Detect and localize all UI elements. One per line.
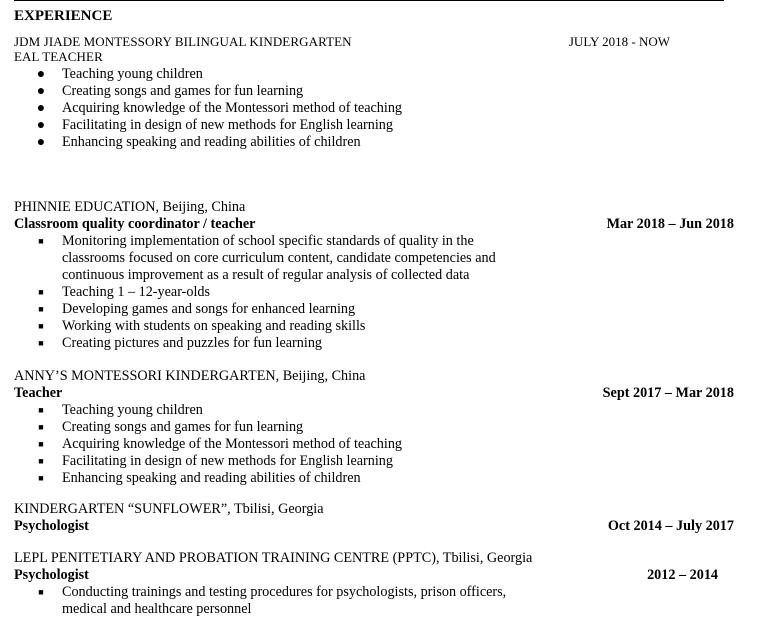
square-bullet-icon: ■: [38, 439, 44, 449]
experience-entry: [14, 501, 734, 535]
entry-role: Teacher: [14, 385, 63, 401]
square-bullet-icon: ■: [38, 287, 44, 297]
list-item-text: Acquiring knowledge of the Montessori method of teaching: [62, 100, 403, 116]
bullet-list: [14, 233, 734, 352]
square-bullet-icon: ■: [38, 456, 44, 466]
list-item-text: Working with students on speaking and reading skills: [62, 318, 366, 334]
list-item: [14, 66, 522, 83]
list-item-text: Teaching young children: [62, 402, 203, 418]
list-item-text: Conducting trainings and testing procedures for psychologists, prison officers, medical and healthcare personnel: [62, 584, 507, 617]
list-item: [14, 402, 522, 419]
disc-bullet-icon: ●: [36, 84, 46, 99]
list-item: [14, 233, 522, 284]
list-item: [14, 335, 522, 352]
list-item: [14, 134, 522, 151]
entry-organization: KINDERGARTEN “SUNFLOWER”, Tbilisi, Georgia: [14, 501, 324, 517]
list-item-text: Teaching 1 – 12-year-olds: [62, 284, 211, 300]
list-item-text: Creating songs and games for fun learning: [62, 419, 304, 435]
entry-organization: PHINNIE EDUCATION, Beijing, China: [14, 199, 246, 215]
disc-bullet-icon: ●: [36, 101, 46, 116]
entry-role: EAL TEACHER: [14, 49, 103, 64]
entry-dates: 2012 – 2014: [647, 567, 718, 583]
list-item-text: Enhancing speaking and reading abilities of children: [62, 470, 361, 486]
entry-dates: JULY 2018 - NOW: [568, 34, 670, 49]
entry-organization: JDM JIADE MONTESSORY BILINGUAL KINDERGARTEN: [14, 34, 352, 49]
square-bullet-icon: ■: [38, 473, 44, 483]
list-item-text: Teaching young children: [62, 66, 203, 82]
square-bullet-icon: ■: [38, 321, 44, 331]
list-item-text: Creating songs and games for fun learning: [62, 83, 304, 99]
square-bullet-icon: ■: [38, 587, 44, 597]
top-divider: [14, 0, 724, 1]
disc-bullet-icon: ●: [36, 135, 46, 150]
square-bullet-icon: ■: [38, 304, 44, 314]
list-item: [14, 83, 522, 100]
square-bullet-icon: ■: [38, 338, 44, 348]
list-item-text: Developing games and songs for enhanced learning: [62, 301, 356, 317]
square-bullet-icon: ■: [38, 405, 44, 415]
list-item-text: Facilitating in design of new methods for English learning: [62, 117, 393, 133]
list-item-text: Monitoring implementation of school specific standards of quality in the classrooms focused on core curriculum content, candidate competencies and continuous improvement as a result of regular analysis of collected data: [62, 233, 496, 283]
list-item: [14, 318, 522, 335]
entry-dates: Mar 2018 – Jun 2018: [606, 216, 734, 232]
list-item: [14, 470, 522, 487]
list-item: [14, 436, 522, 453]
list-item-text: Facilitating in design of new methods for English learning: [62, 453, 393, 469]
list-item: [14, 100, 522, 117]
square-bullet-icon: ■: [38, 236, 44, 246]
section-title: EXPERIENCE: [14, 8, 113, 24]
bullet-list: [14, 402, 734, 487]
list-item: [14, 584, 522, 618]
list-item: [14, 301, 522, 318]
entry-organization: ANNY’S MONTESSORI KINDERGARTEN, Beijing, China: [14, 368, 366, 384]
entry-organization: LEPL PENITETIARY AND PROBATION TRAINING CENTRE (PPTC), Tbilisi, Georgia: [14, 550, 533, 566]
list-item: [14, 117, 522, 134]
experience-entry: [14, 550, 734, 618]
list-item-text: Enhancing speaking and reading abilities of children: [62, 134, 361, 150]
disc-bullet-icon: ●: [36, 118, 46, 133]
list-item-text: Acquiring knowledge of the Montessori method of teaching: [62, 436, 403, 452]
list-item: [14, 419, 522, 436]
square-bullet-icon: ■: [38, 422, 44, 432]
list-item-text: Creating pictures and puzzles for fun learning: [62, 335, 323, 351]
disc-bullet-icon: ●: [36, 67, 46, 82]
entry-role: Psychologist: [14, 518, 89, 534]
bullet-list: [14, 584, 734, 618]
entry-role: Classroom quality coordinator / teacher: [14, 216, 256, 232]
list-item: [14, 284, 522, 301]
experience-entry: [14, 368, 734, 487]
experience-entry: [14, 33, 734, 151]
entry-role: Psychologist: [14, 567, 89, 583]
experience-entry: [14, 199, 734, 352]
list-item: [14, 453, 522, 470]
bullet-list: [14, 66, 734, 151]
entry-dates: Oct 2014 – July 2017: [607, 518, 734, 534]
entry-dates: Sept 2017 – Mar 2018: [602, 385, 734, 401]
